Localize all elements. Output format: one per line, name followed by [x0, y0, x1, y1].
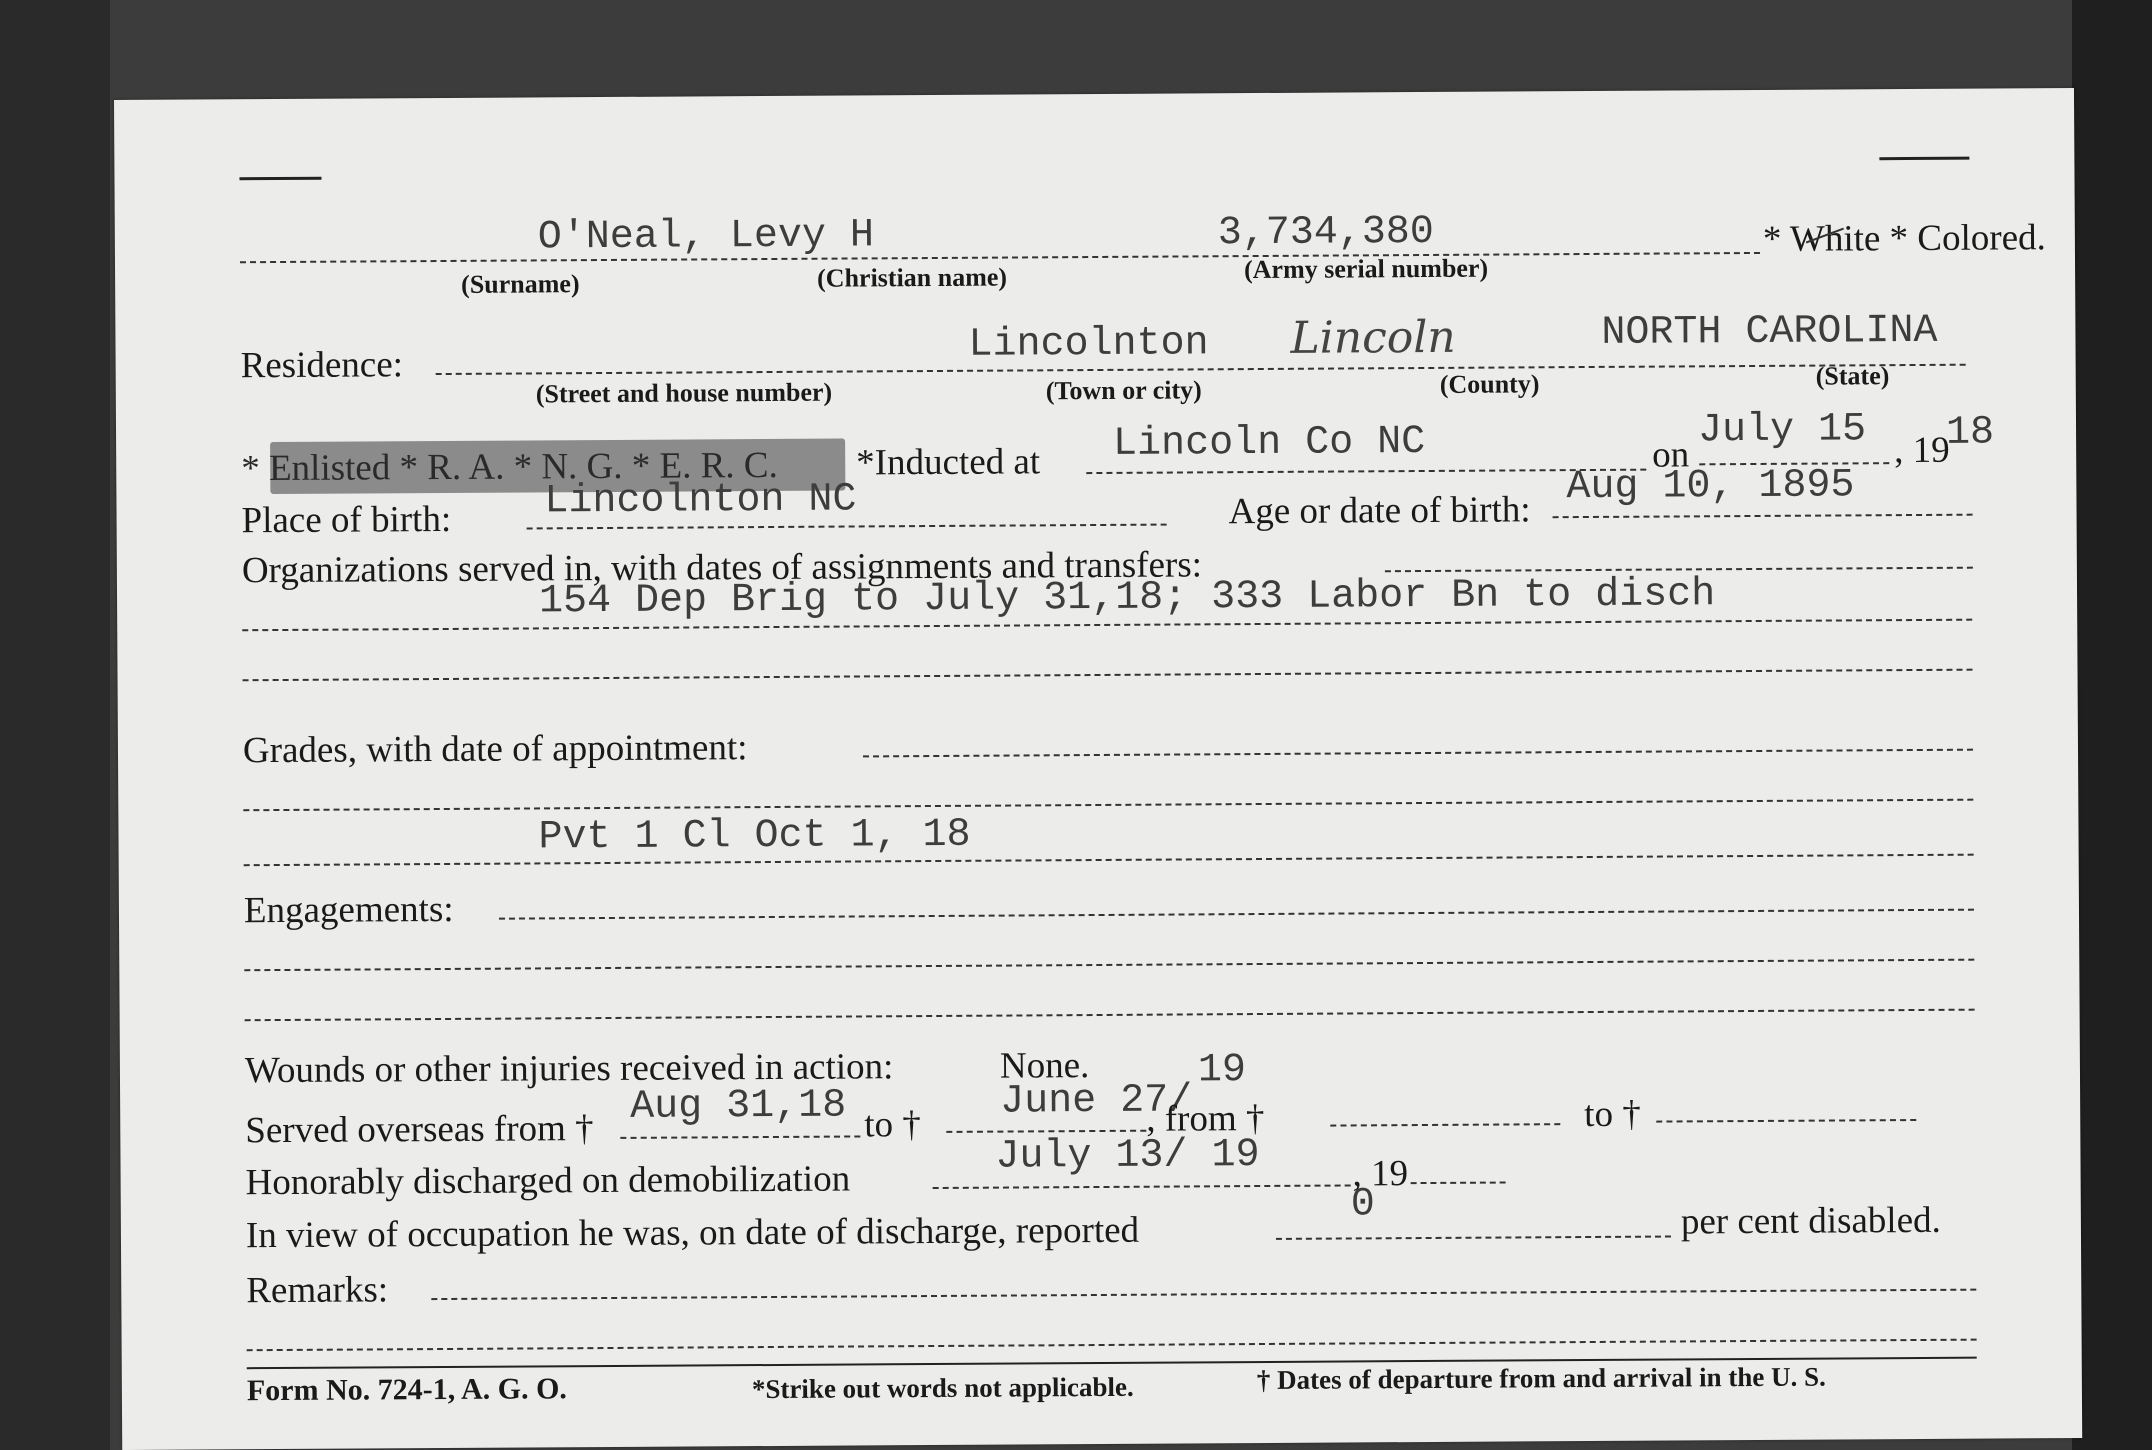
grades-label: Grades, with date of appointment: — [242, 727, 748, 772]
discharge-year-line — [1411, 1182, 1506, 1185]
overseas-to2-line — [1656, 1119, 1916, 1123]
serial-value: 3,734,380 — [1217, 209, 1435, 257]
enlistment-type-options: * Enlisted * R. A. * N. G. * E. R. C. — [241, 444, 778, 490]
top-left-mark — [239, 177, 321, 181]
disability-value: 0 — [1350, 1182, 1375, 1228]
serial-caption: (Army serial number) — [1243, 253, 1489, 285]
county-caption: (County) — [1439, 369, 1540, 399]
discharge-value: July 13/ 19 — [995, 1133, 1260, 1180]
wounds-label: Wounds or other injuries received in action: — [244, 1046, 894, 1092]
overseas-to2-label: to † — [1584, 1093, 1641, 1136]
overseas-to-value: June 27/ — [1000, 1078, 1193, 1125]
engagements-line-2 — [244, 959, 1974, 972]
state-value: NORTH CAROLINA — [1601, 308, 1938, 356]
remarks-line-2 — [247, 1339, 1977, 1352]
name-line — [240, 252, 1760, 263]
grades-value: Pvt 1 Cl Oct 1, 18 — [538, 812, 971, 861]
inducted-line — [1086, 469, 1646, 474]
background-left-edge — [0, 0, 110, 1450]
grades-line-2 — [243, 799, 1973, 812]
overseas-from-line — [620, 1135, 860, 1138]
discharge-year-suffix: , 19 — [1352, 1153, 1409, 1195]
age-value: Aug 10, 1895 — [1566, 463, 1855, 511]
discharge-label: Honorably discharged on demobilization — [245, 1158, 851, 1204]
service-record-card — [114, 88, 2082, 1450]
organizations-line-3 — [243, 669, 1973, 682]
remarks-line-1 — [431, 1289, 1976, 1300]
inducted-at-label: *Inducted at — [856, 441, 1041, 484]
residence-label: Residence: — [240, 344, 404, 387]
engagements-line-1 — [499, 909, 1974, 920]
town-caption: (Town or city) — [1045, 375, 1202, 406]
induction-date-value: July 15 — [1697, 407, 1867, 454]
engagements-label: Engagements: — [243, 888, 454, 932]
disability-suffix: per cent disabled. — [1680, 1199, 1941, 1243]
induction-year-value: 18 — [1945, 410, 1995, 456]
engagements-line-3 — [245, 1009, 1975, 1022]
surname-caption: (Surname) — [461, 269, 580, 299]
grades-line-3 — [244, 854, 1974, 867]
organizations-label: Organizations served in, with dates of assignments and transfers: — [241, 544, 1203, 592]
age-line — [1553, 514, 1973, 519]
inducted-value: Lincoln Co NC — [1112, 419, 1426, 467]
background-right-edge — [2072, 0, 2152, 1450]
year-prefix: , 19 — [1894, 429, 1950, 472]
remarks-label: Remarks: — [246, 1269, 389, 1312]
disability-line — [1276, 1236, 1671, 1240]
discharge-line — [933, 1184, 1351, 1189]
place-of-birth-line — [527, 524, 1167, 530]
town-value: Lincolnton — [968, 321, 1209, 368]
county-value: Lincoln — [1290, 311, 1456, 364]
overseas-from-value: Aug 31,18 — [630, 1083, 847, 1130]
overseas-to-line — [946, 1130, 1146, 1133]
overseas-from2-label: , from † — [1146, 1097, 1265, 1140]
organizations-value: 154 Dep Brig to July 31,18; 333 Labor Bn to disch — [538, 572, 1716, 625]
state-caption: (State) — [1815, 361, 1890, 391]
age-label: Age or date of birth: — [1228, 489, 1531, 533]
street-caption: (Street and house number) — [535, 377, 833, 409]
wounds-value: None. — [999, 1045, 1090, 1087]
place-of-birth-value: Lincolnton NC — [544, 477, 857, 525]
christian-name-caption: (Christian name) — [817, 262, 1008, 293]
form-number: Form No. 724-1, A. G. O. — [246, 1372, 567, 1408]
grades-line-1 — [863, 749, 1973, 758]
organizations-line-1 — [1385, 567, 1973, 573]
overseas-to-year: 19 — [1197, 1048, 1247, 1094]
overseas-from2-line — [1330, 1123, 1560, 1126]
disability-label: In view of occupation he was, on date of discharge, reported — [245, 1209, 1140, 1257]
dates-note: † Dates of departure from and arrival in the U. S. — [1256, 1361, 1826, 1396]
overseas-label: Served overseas from † — [245, 1108, 594, 1152]
strike-note: *Strike out words not applicable. — [751, 1371, 1134, 1405]
top-right-mark — [1879, 157, 1969, 161]
race-options: * White * Colored. — [1762, 217, 2046, 260]
surname-value: O'Neal, Levy H — [537, 213, 875, 261]
on-label: on — [1652, 434, 1690, 476]
overseas-to-label: to † — [864, 1104, 921, 1146]
place-of-birth-label: Place of birth: — [241, 498, 452, 542]
